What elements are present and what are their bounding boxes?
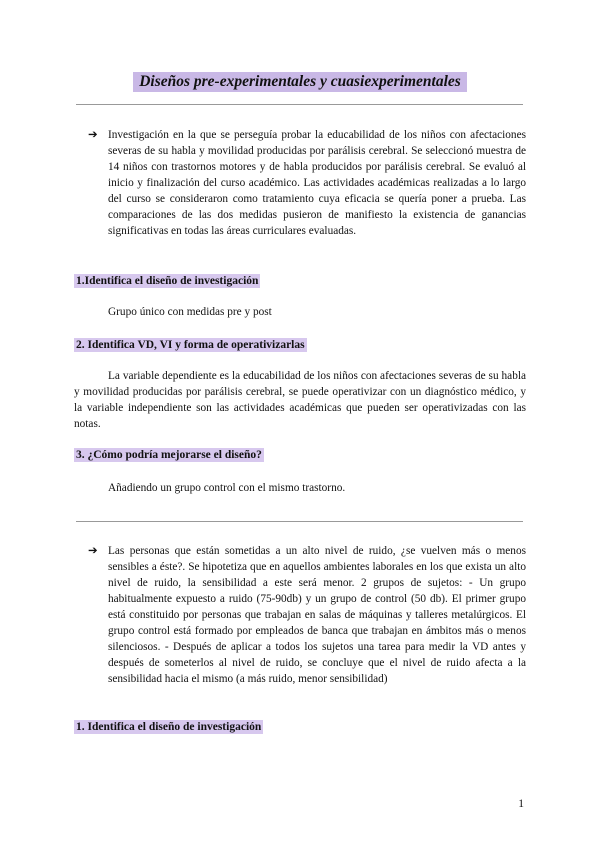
arrow-bullet-icon: ➔ (88, 545, 98, 557)
answer-1: Grupo único con medidas pre y post (108, 306, 272, 318)
question-heading-1-section-2: 1. Identifica el diseño de investigación (76, 721, 262, 733)
bullet-paragraph-2 (88, 543, 526, 687)
question-heading-2: 2. Identifica VD, VI y forma de operativizarlas (76, 339, 305, 351)
divider (76, 104, 523, 105)
page-number: 1 (518, 798, 524, 810)
question-heading-1: 1.Identifica el diseño de investigación (76, 275, 259, 287)
bullet-text: Investigación en la que se perseguía probar la educabilidad de los niños con afectaciones severas de su habla y movilidad producidas por parálisis cerebral. Se seleccionó muestra de 14 niños con trastornos motores y de habla producidos por parálisis cerebral. Se evaluó al inicio y finalización del curso académico. Las actividades académicas realizadas a lo largo del curso se consideraron como tratamiento cuya eficacia se quería poner a prueba. Las comparaciones de las dos medidas pusieron de manifiesto la existencia de ganancias significativas en todas las áreas curriculares evaluadas. (108, 129, 526, 237)
title-block (0, 72, 600, 92)
bullet-paragraph-1 (88, 127, 526, 239)
divider (76, 521, 523, 522)
answer-2: La variable dependiente es la educabilidad de los niños con afectaciones severas de su habla y movilidad producidas por parálisis cerebral, se puede operativizar con un diagnóstico médico, y la variable independiente son las actividades académicas que pueden ser operativizadas con las notas. (74, 370, 526, 430)
page-title: Diseños pre-experimentales y cuasiexperimentales (133, 72, 467, 92)
bullet-text: Las personas que están sometidas a un alto nivel de ruido, ¿se vuelven más o menos sensibles a éste?. Se hipotetiza que en aquellos ambientes laborales en los que exista un alto nivel de ruido, la sensibilidad a este será menor. 2 grupos de sujetos: - Un grupo habitualmente expuesto a ruido (75-90db) y un grupo de control (50 db). El primer grupo está constituido por personas que trabajan en salas de máquinas y talleres metalúrgicos. El grupo control está formado por empleados de banca que trabajan en ámbitos más o menos silenciosos. - Después de aplicar a todos los sujetos una tarea para medir la VD antes y después de someterlos al nivel de ruido, se concluye que el nivel de ruido afecta a la sensibilidad hacia el mismo (a más ruido, menor sensibilidad) (108, 545, 526, 685)
answer-3: Añadiendo un grupo control con el mismo trastorno. (108, 482, 346, 494)
arrow-bullet-icon: ➔ (88, 129, 98, 141)
question-heading-3: 3. ¿Cómo podría mejorarse el diseño? (76, 449, 262, 461)
